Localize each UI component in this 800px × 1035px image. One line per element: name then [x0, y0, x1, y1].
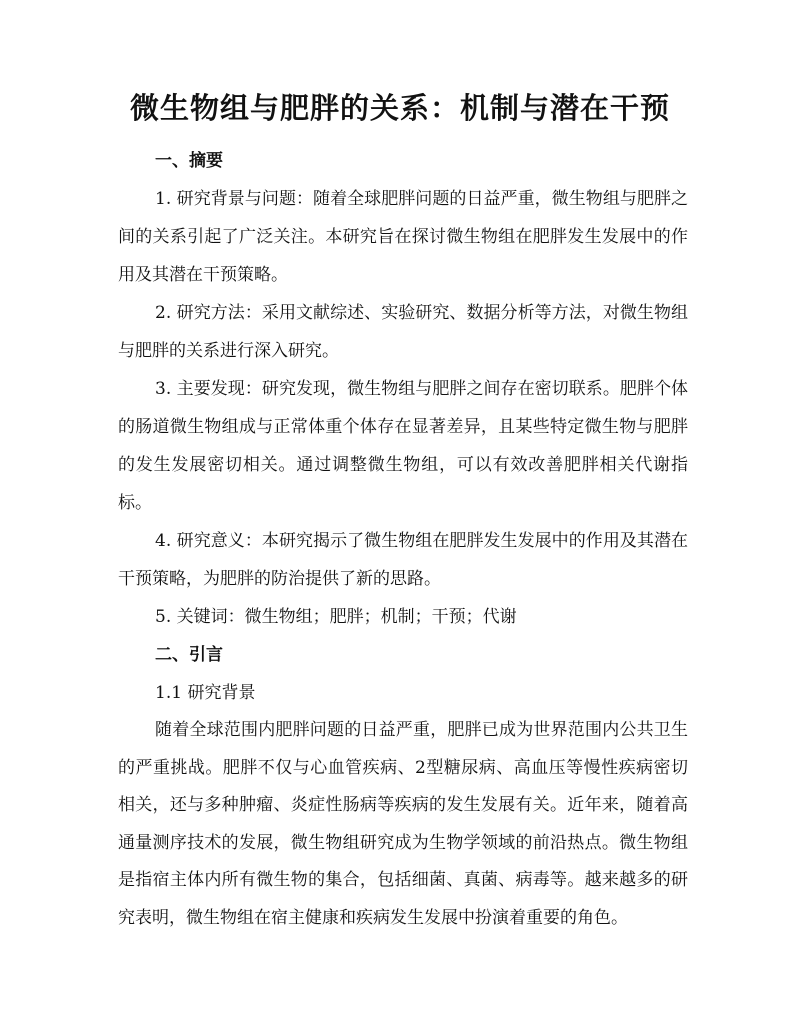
- introduction-subheading: 1.1 研究背景: [155, 683, 256, 703]
- abstract-item-findings: 3. 主要发现：研究发现，微生物组与肥胖之间存在密切联系。肥胖个体的肠道微生物组成与正常体重个体存在显著差异，且某些特定微生物与肥胖的发生发展密切相关。通过调整微生物组，可以有效改善肥胖相关代谢指标。: [118, 379, 688, 513]
- abstract-item-significance: 4. 研究意义：本研究揭示了微生物组在肥胖发生发展中的作用及其潜在干预策略，为肥胖的防治提供了新的思路。: [118, 531, 688, 589]
- abstract-item-background: 1. 研究背景与问题：随着全球肥胖问题的日益严重，微生物组与肥胖之间的关系引起了广泛关注。本研究旨在探讨微生物组在肥胖发生发展中的作用及其潜在干预策略。: [118, 189, 688, 285]
- document-body: [118, 142, 688, 937]
- document-title: 微生物组与肥胖的关系：机制与潜在干预: [129, 91, 670, 125]
- abstract-heading: 一、摘要: [155, 151, 223, 171]
- introduction-paragraph: 随着全球范围内肥胖问题的日益严重，肥胖已成为世界范围内公共卫生的严重挑战。肥胖不仅与心血管疾病、2型糖尿病、高血压等慢性疾病密切相关，还与多种肿瘤、炎症性肠病等疾病的发生发展有关。近年来，随着高通量测序技术的发展，微生物组研究成为生物学领域的前沿热点。微生物组是指宿主体内所有微生物的集合，包括细菌、真菌、病毒等。越来越多的研究表明，微生物组在宿主健康和疾病发生发展中扮演着重要的角色。: [118, 720, 688, 928]
- abstract-item-methods: 2. 研究方法：采用文献综述、实验研究、数据分析等方法，对微生物组与肥胖的关系进行深入研究。: [118, 303, 688, 361]
- introduction-heading: 二、引言: [155, 645, 223, 665]
- abstract-item-keywords: 5. 关键词：微生物组；肥胖；机制；干预；代谢: [155, 607, 517, 627]
